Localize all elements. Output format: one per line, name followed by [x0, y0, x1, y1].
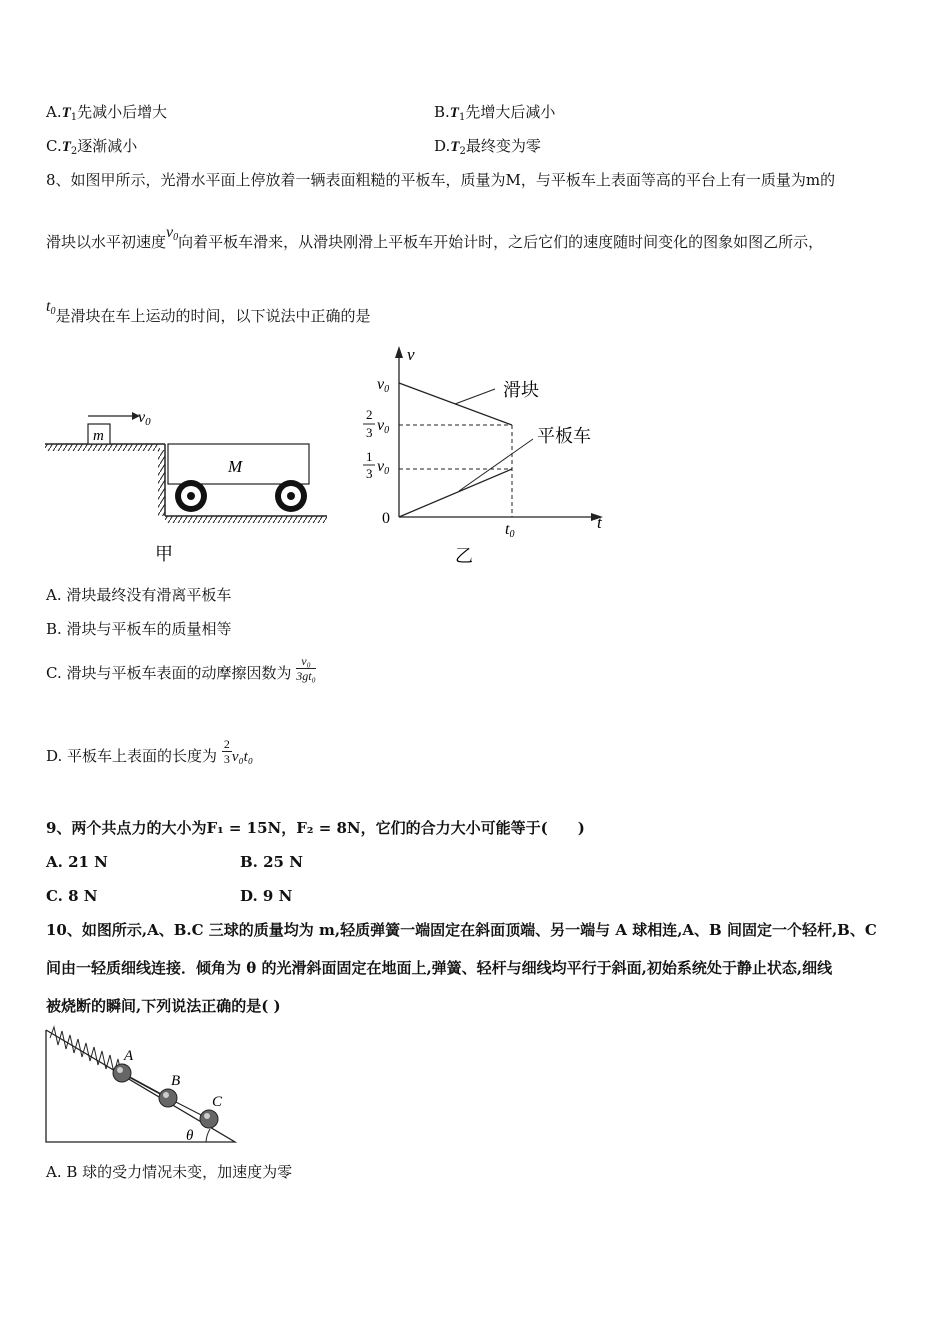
cart-wheel-right — [275, 480, 307, 512]
ball-a — [113, 1064, 131, 1082]
cart-wheel-left — [175, 480, 207, 512]
q8-option-a: A. 滑块最终没有滑离平板车 — [46, 586, 232, 604]
t0-label: t0 — [505, 521, 515, 540]
q10-option-a: A. B 球的受力情况未变，加速度为零 — [46, 1163, 293, 1181]
q8-option-d-fraction: $\frac{2}{3}$ — [223, 736, 230, 766]
q9-option-c: C. 8 N — [46, 887, 98, 905]
one-third-v0: v0 — [377, 458, 390, 477]
q8-stem-line3: $t_0$是滑块在车上运动的时间，以下说法中正确的是 — [46, 298, 371, 325]
q8-option-c-fraction: $\frac{\text{v₀}}{\text{3gt₀}}$ — [296, 653, 316, 683]
velocity-label: v0 — [138, 409, 151, 428]
q8-option-c: C. 滑块与平板车表面的动摩擦因数为 $\frac{\text{v₀}}{\text{3gt₀}}$ — [46, 653, 316, 683]
ball-c — [200, 1110, 218, 1128]
figure-incline — [40, 1022, 250, 1150]
q9-option-d: D. 9 N — [240, 887, 293, 905]
q7-option-b: $B.T_1$先增大后减小 — [434, 103, 556, 123]
q8-stem-line1: 8、如图甲所示，光滑水平面上停放着一辆表面粗糙的平板车，质量为M，与平板车上表面等高的平台上有一质量为m的 — [46, 171, 836, 189]
figure-jia — [40, 400, 340, 570]
ball-b — [159, 1089, 177, 1107]
ball-b-label: B — [171, 1073, 181, 1089]
v-axis-label: v — [407, 345, 415, 364]
spring — [50, 1027, 122, 1077]
origin-label: 0 — [382, 510, 390, 527]
v0-label: v0 — [377, 376, 390, 395]
one-third-num: 1 — [366, 449, 373, 464]
q9-stem: 9、两个共点力的大小为F₁ = 15N，F₂ = 8N，它们的合力大小可能等于( ) — [46, 819, 585, 837]
q9-option-a: A. 21 N — [46, 853, 108, 871]
cart-velocity-line — [399, 469, 512, 517]
q10-stem-line3: 被烧断的瞬间,下列说法正确的是( ) — [46, 997, 281, 1015]
q10-stem-line1: 10、如图所示,A、B.C 三球的质量均为 m,轻质弹簧一端固定在斜面顶端、另一端与 A 球相连,A、B 间固定一个轻杆,B、C — [46, 921, 877, 939]
figure-jia-caption: 甲 — [155, 544, 173, 564]
cart-line-label: 平板车 — [537, 426, 591, 446]
ball-a-label: A — [124, 1048, 134, 1064]
figure-yi-vt-graph — [355, 340, 615, 572]
q7-option-c: $C.T_2$逐渐减小 — [46, 137, 138, 157]
q8-option-d: D. 平板车上表面的长度为 $\frac{2}{3}$ v₀t₀ — [46, 736, 254, 766]
q9-option-b: B. 25 N — [240, 853, 303, 871]
q7-option-d: $D.T_2$最终变为零 — [434, 137, 541, 157]
slider-mass-label: m — [93, 428, 104, 444]
two-thirds-num: 2 — [366, 407, 373, 422]
q8-stem-line2: 滑块以水平初速度$v_0$向着平板车滑来，从滑块刚滑上平板车开始计时，之后它们的速度随时间变化的图象如图乙所示， — [46, 224, 824, 251]
two-thirds-v0: v0 — [377, 417, 390, 436]
t-axis-label: t — [597, 513, 602, 532]
q10-stem-line2: 间由一轻质细线连接．倾角为 θ 的光滑斜面固定在地面上,弹簧、轻杆与细线均平行于斜面,初始系统处于静止状态,细线 — [46, 959, 833, 977]
slider-line-label: 滑块 — [503, 380, 539, 400]
one-third-den: 3 — [366, 466, 373, 481]
ball-c-label: C — [212, 1094, 223, 1110]
two-thirds-den: 3 — [366, 425, 373, 440]
cart-mass-label: M — [228, 457, 243, 476]
angle-theta-label: θ — [186, 1128, 194, 1144]
q8-option-b: B. 滑块与平板车的质量相等 — [46, 620, 232, 638]
figure-yi-caption: 乙 — [455, 546, 473, 566]
q7-option-a: $A.T_1$先减小后增大 — [46, 103, 168, 123]
